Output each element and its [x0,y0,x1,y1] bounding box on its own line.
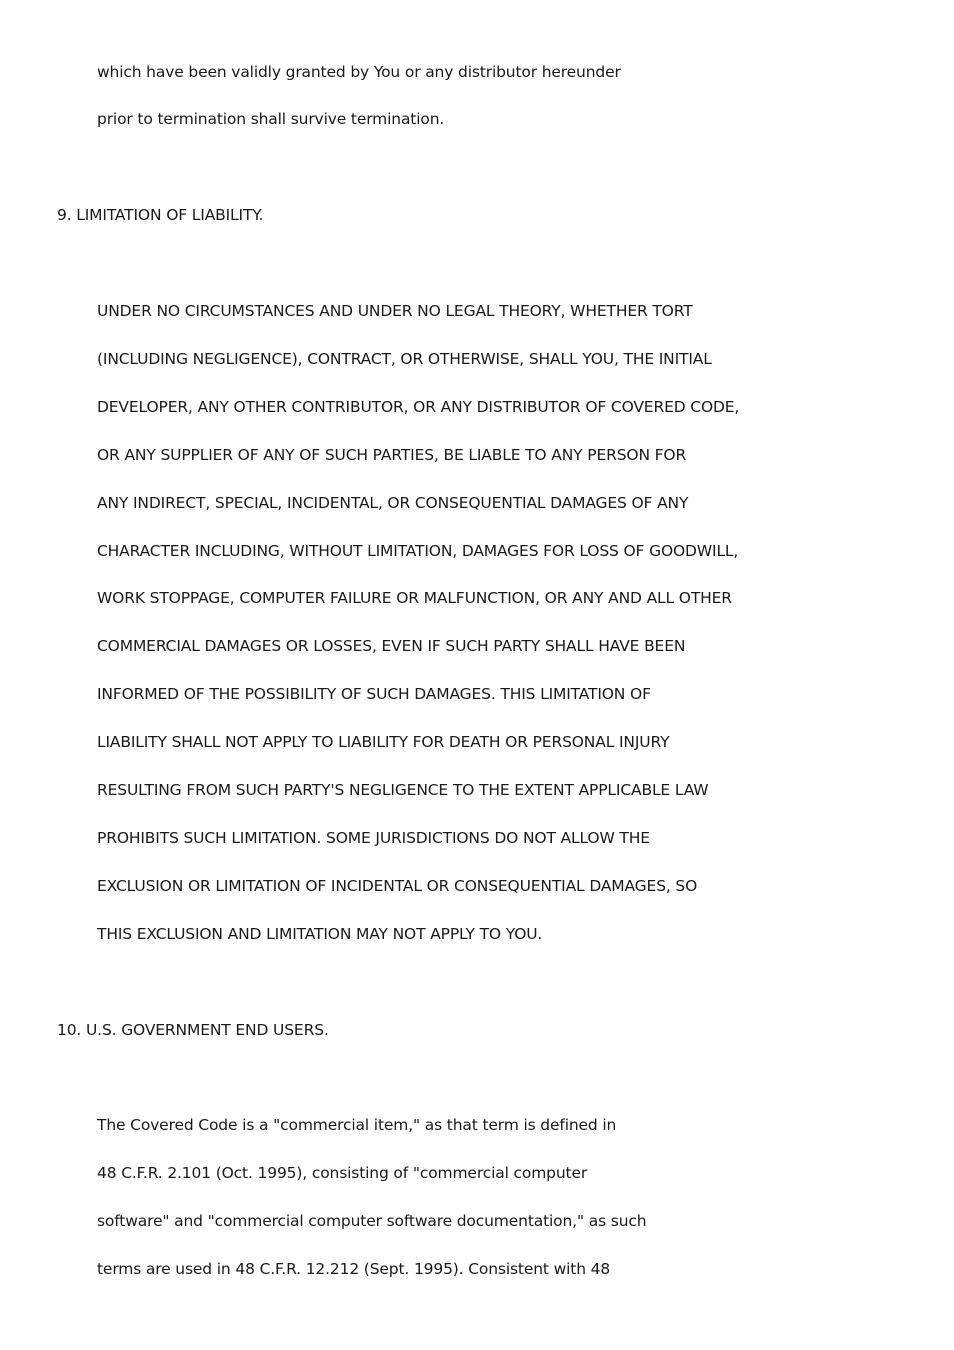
paragraph-line: (INCLUDING NEGLIGENCE), CONTRACT, OR OTHERWISE, SHALL YOU, THE INITIAL [97,350,712,368]
paragraph-line: OR ANY SUPPLIER OF ANY OF SUCH PARTIES, BE LIABLE TO ANY PERSON FOR [97,446,687,464]
paragraph-line: prior to termination shall survive termination. [97,110,445,128]
paragraph-line: WORK STOPPAGE, COMPUTER FAILURE OR MALFUNCTION, OR ANY AND ALL OTHER [97,589,732,607]
paragraph-line: PROHIBITS SUCH LIMITATION. SOME JURISDICTIONS DO NOT ALLOW THE [97,829,650,847]
paragraph-line: EXCLUSION OR LIMITATION OF INCIDENTAL OR CONSEQUENTIAL DAMAGES, SO [97,877,698,895]
paragraph-line: software" and "commercial computer software documentation," as such [97,1212,647,1230]
paragraph-line: CHARACTER INCLUDING, WITHOUT LIMITATION, DAMAGES FOR LOSS OF GOODWILL, [97,542,739,560]
paragraph-line: COMMERCIAL DAMAGES OR LOSSES, EVEN IF SUCH PARTY SHALL HAVE BEEN [97,637,686,655]
paragraph-line: THIS EXCLUSION AND LIMITATION MAY NOT APPLY TO YOU. [97,925,543,943]
paragraph-line: DEVELOPER, ANY OTHER CONTRIBUTOR, OR ANY DISTRIBUTOR OF COVERED CODE, [97,398,740,416]
paragraph-line: terms are used in 48 C.F.R. 12.212 (Sept. 1995). Consistent with 48 [97,1260,611,1278]
section-heading: 9. LIMITATION OF LIABILITY. [57,206,264,224]
section-heading: 10. U.S. GOVERNMENT END USERS. [57,1021,329,1039]
paragraph-line: UNDER NO CIRCUMSTANCES AND UNDER NO LEGAL THEORY, WHETHER TORT [97,302,693,320]
paragraph-line: which have been validly granted by You or any distributor hereunder [97,63,621,81]
paragraph-line: LIABILITY SHALL NOT APPLY TO LIABILITY FOR DEATH OR PERSONAL INJURY [97,733,670,751]
paragraph-line: RESULTING FROM SUCH PARTY'S NEGLIGENCE TO THE EXTENT APPLICABLE LAW [97,781,709,799]
paragraph-line: INFORMED OF THE POSSIBILITY OF SUCH DAMAGES. THIS LIMITATION OF [97,685,651,703]
paragraph-line: ANY INDIRECT, SPECIAL, INCIDENTAL, OR CONSEQUENTIAL DAMAGES OF ANY [97,494,689,512]
paragraph-line: The Covered Code is a "commercial item," as that term is defined in [97,1116,617,1134]
paragraph-line: 48 C.F.R. 2.101 (Oct. 1995), consisting of "commercial computer [97,1164,588,1182]
